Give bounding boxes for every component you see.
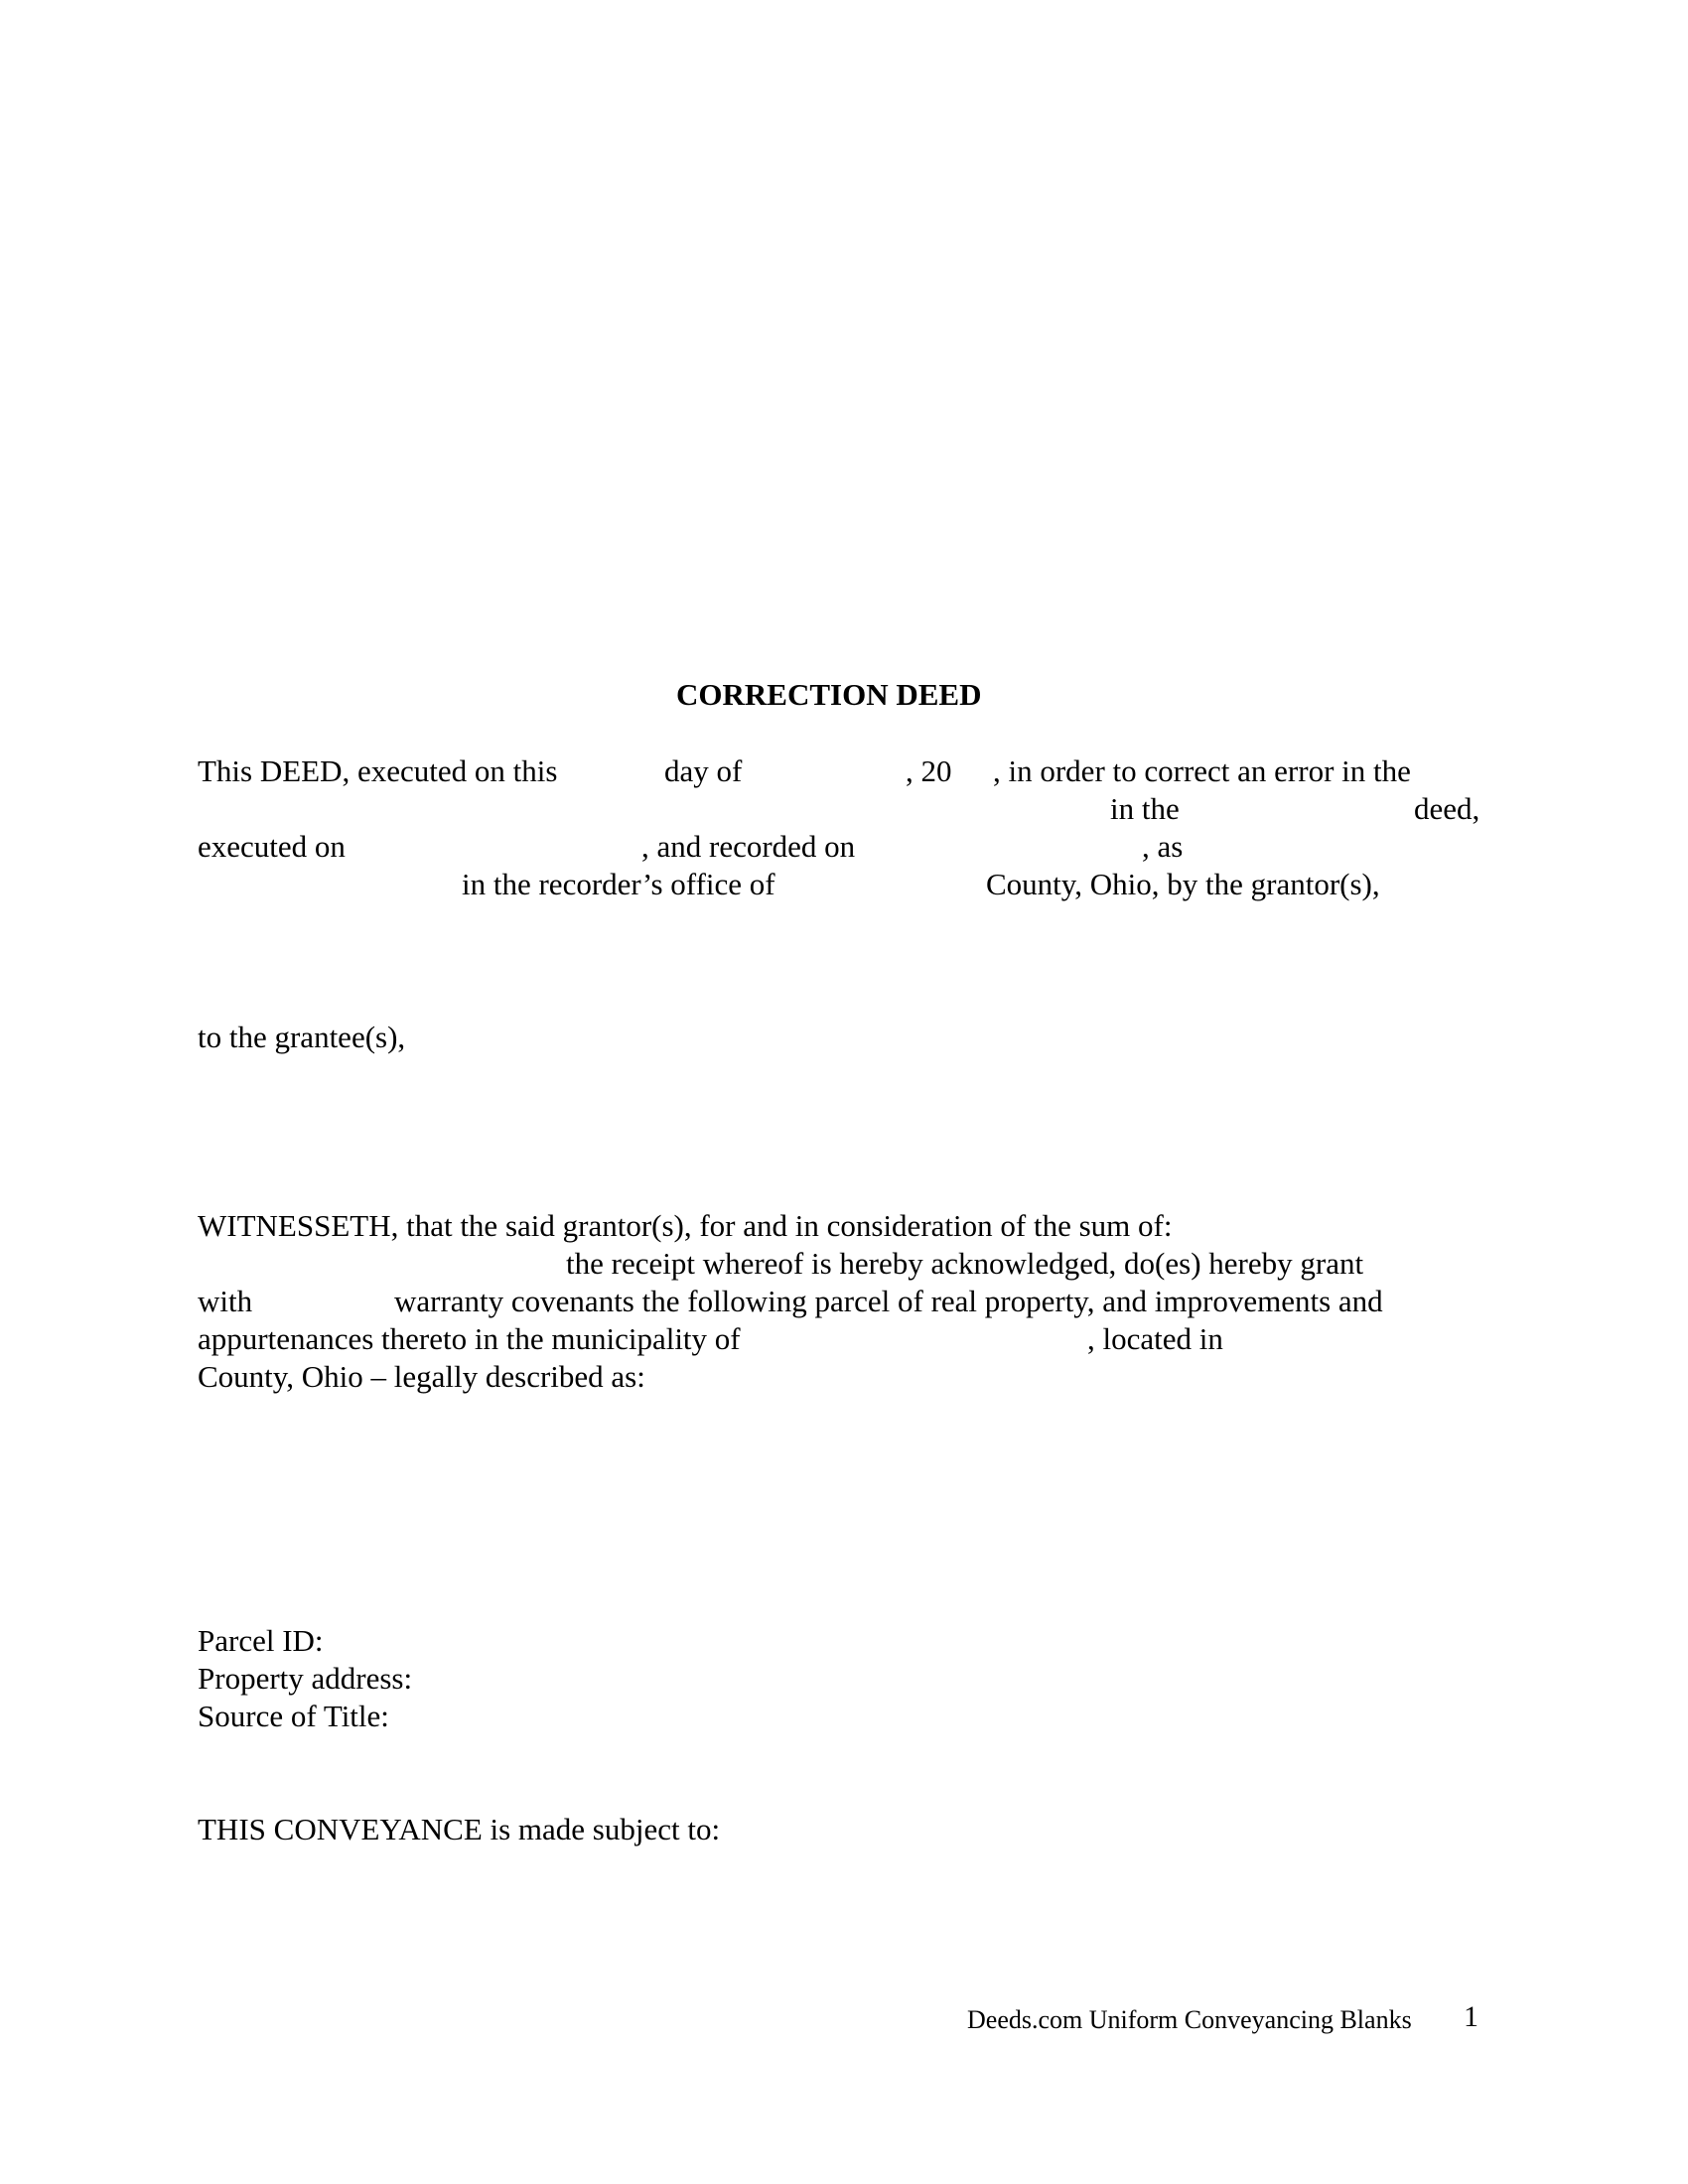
in-the-text: in the	[1110, 791, 1180, 826]
warranty-covenants-text: warranty covenants the following parcel of real property, and improvements and	[394, 1284, 1383, 1318]
with-text: with	[198, 1284, 253, 1318]
conveyance-text: THIS CONVEYANCE is made subject to:	[198, 1812, 721, 1846]
day-of-text: day of	[664, 753, 743, 788]
recorded-on-text: , and recorded on	[641, 829, 856, 864]
year-prefix-text: , 20	[906, 753, 952, 788]
footer-text: Deeds.com Uniform Conveyancing Blanks	[967, 2005, 1412, 2034]
parcel-id-label: Parcel ID:	[198, 1623, 324, 1658]
witnesseth-text: WITNESSETH, that the said grantor(s), for and in consideration of the sum of:	[198, 1208, 1173, 1243]
source-of-title-label: Source of Title:	[198, 1699, 389, 1733]
county-grantor-text: County, Ohio, by the grantor(s),	[986, 867, 1380, 901]
receipt-text: the receipt whereof is hereby acknowledged, do(es) hereby grant	[566, 1246, 1364, 1281]
executed-on-text: executed on	[198, 829, 346, 864]
page-number: 1	[1464, 2000, 1478, 2033]
correct-error-text: , in order to correct an error in the	[993, 753, 1411, 788]
deed-word-text: deed,	[1414, 791, 1480, 826]
grantee-text: to the grantee(s),	[198, 1020, 406, 1054]
legally-described-text: County, Ohio – legally described as:	[198, 1359, 645, 1394]
document-title: CORRECTION DEED	[676, 677, 982, 712]
deed-intro-text: This DEED, executed on this	[198, 753, 558, 788]
appurtenances-text: appurtenances thereto in the municipality of	[198, 1321, 741, 1356]
recorders-office-text: in the recorder’s office of	[462, 867, 775, 901]
located-in-text: , located in	[1087, 1321, 1223, 1356]
as-text: , as	[1142, 829, 1184, 864]
property-address-label: Property address:	[198, 1661, 413, 1696]
